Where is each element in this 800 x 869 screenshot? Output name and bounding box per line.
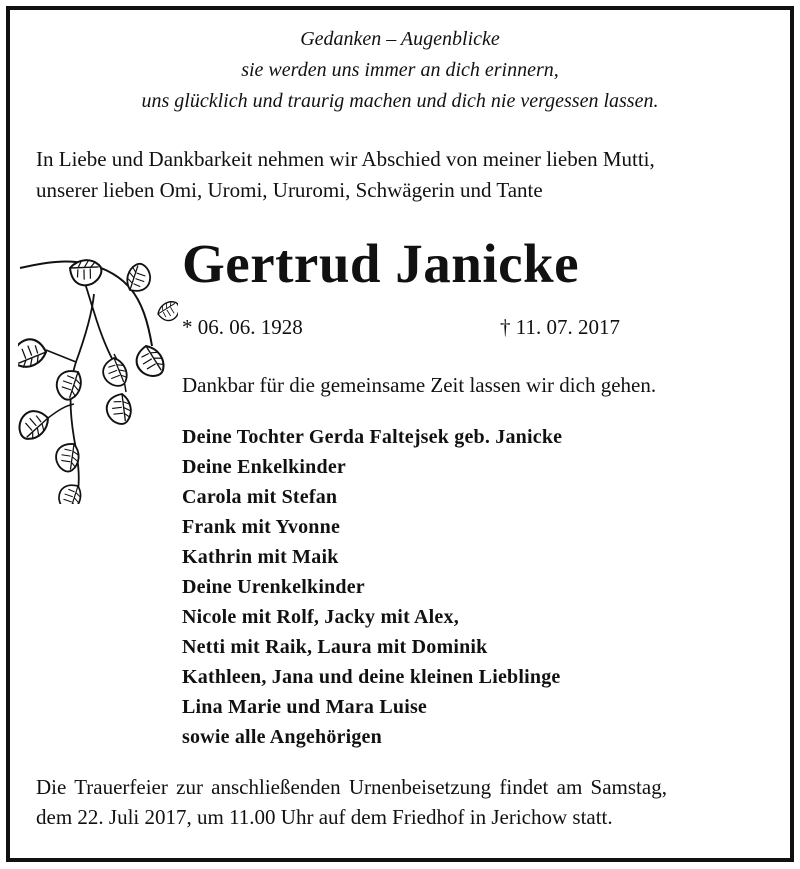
list-item: Nicole mit Rolf, Jacky mit Alex, bbox=[182, 606, 459, 628]
list-item: Deine Tochter Gerda Faltejsek geb. Janicke bbox=[182, 426, 563, 448]
ceremony-line: Die Trauerfeier zur anschließenden Urnenbeisetzung findet am Samstag, bbox=[36, 775, 667, 799]
list-item: Deine Urenkelkinder bbox=[182, 576, 365, 598]
ceremony-line: dem 22. Juli 2017, um 11.00 Uhr auf dem Friedhof in Jerichow statt. bbox=[36, 805, 613, 829]
memorial-poem bbox=[0, 24, 800, 117]
ceremony-info bbox=[36, 772, 776, 832]
thanks-line: Dankbar für die gemeinsame Zeit lassen wir dich gehen. bbox=[182, 373, 657, 397]
birch-branch-icon bbox=[18, 254, 178, 504]
poem-line: sie werden uns immer an dich erinnern, bbox=[241, 59, 559, 81]
list-item: Netti mit Raik, Laura mit Dominik bbox=[182, 636, 488, 658]
intro-line: In Liebe und Dankbarkeit nehmen wir Abschied von meiner lieben Mutti, bbox=[36, 147, 655, 171]
list-item: Deine Enkelkinder bbox=[182, 456, 346, 478]
list-item: Kathrin mit Maik bbox=[182, 546, 339, 568]
list-item: Kathleen, Jana und deine kleinen Lieblinge bbox=[182, 666, 561, 688]
birth-date: * 06. 06. 1928 bbox=[182, 315, 303, 339]
poem-line: uns glücklich und traurig machen und dich nie vergessen lassen. bbox=[141, 90, 659, 112]
list-item: sowie alle Angehörigen bbox=[182, 726, 382, 748]
list-item: Frank mit Yvonne bbox=[182, 516, 341, 538]
deceased-name: Gertrud Janicke bbox=[182, 233, 580, 294]
intro-line: unserer lieben Omi, Uromi, Ururomi, Schwägerin und Tante bbox=[36, 178, 543, 202]
mourners-list bbox=[182, 422, 562, 752]
farewell-intro bbox=[36, 144, 776, 206]
poem-line: Gedanken – Augenblicke bbox=[300, 28, 500, 50]
death-date: † 11. 07. 2017 bbox=[500, 315, 620, 339]
list-item: Carola mit Stefan bbox=[182, 486, 338, 508]
list-item: Lina Marie und Mara Luise bbox=[182, 696, 428, 718]
